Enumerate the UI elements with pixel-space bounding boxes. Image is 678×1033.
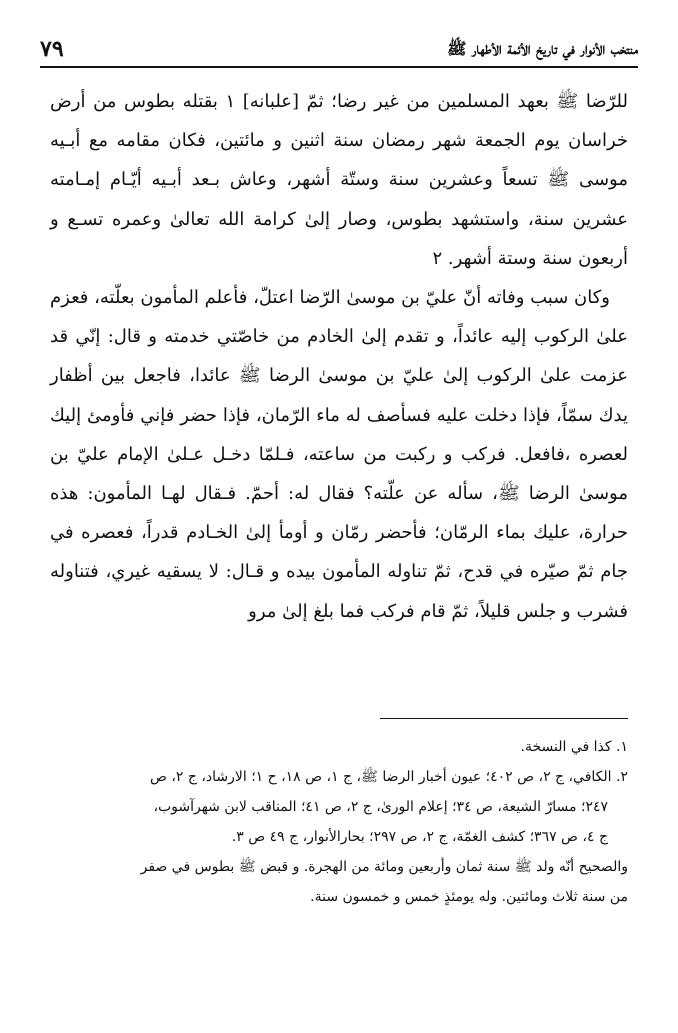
- footnote-3-line-2: من سنة ثلاث ومائتين. وله يومئذٍ خمس و خمسون سنة.: [310, 889, 628, 905]
- paragraph-1: للرّضا ﷺ بعهد المسلمين من غير رضا؛ ثمّ [علبانه] ١ بقتله بطوس من أرض خراسان يوم الجمعة شهر رمضان سنة اثنين و مائتين، فكان مقامه مع أبـيه موسى ﷺ تسعاً وعشرين سنة وستّة أشهر، وعاش بـعد أبـيه أيّـام إمـامته عشرين سنة، واستشهد بطوس، وصار إلىٰ كرامة الله تعالىٰ وعمره تسـع و أربعون سنة وستة أشهر. ٢: [50, 91, 629, 269]
- footnote-1: ١. كذا في النسخة.: [520, 739, 628, 755]
- running-title: منتخب الأنوار في تاريخ الأئمة الأطهار ﷺ: [447, 39, 638, 58]
- page-header: [40, 30, 638, 68]
- footnote-separator: [380, 718, 628, 719]
- footnotes: [50, 732, 628, 912]
- paragraph-2: وكان سبب وفاته أنّ عليّ بن موسىٰ الرّضا اعتلّ، فأعلم المأمون بعلّته، فعزم علىٰ الركوب إليه عائداً، و تقدم إلىٰ الخادم من خاصّتي خدمته و قال: إنّي قد عزمت علىٰ الركوب إلىٰ عليّ بن موسىٰ الرضا ﷺ عائدا، فاجعل بين أظفار يدك سمّاً، فإذا دخلت عليه فسأصف له ماء الرّمان، فإذا حضر فإني فأومئ إليك لعصره ،فافعل. فركب و ركبت من ساعته، فـلمّا دخـل عـلىٰ الإمام عليّ بن موسىٰ الرضا ﷺ، سأله عن علّته؟ فقال له: أحمّ. فـقال لهـا المأمون: هذه حرارة، عليك بماء الرمّان؛ فأحضر رمّان و أومأ إلىٰ الخـادم قدراً، فعصره في جام ثمّ صيّره في قدح، ثمّ تناوله المأمون بيده و قـال: لا يسقيه غيري، فتناوله فشرب و جلس قليلاً، ثمّ قام فركب فما بلغ إلىٰ مرو: [50, 287, 628, 622]
- footnote-2-line-2: ٢٤٧؛ مسارّ الشيعة، ص ٣٤؛ إعلام الورىٰ، ج ٢، ص ٤١؛ المناقب لابن شهرآشوب،: [153, 799, 608, 815]
- footnote-2-line-1: ٢. الكافي، ج ٢، ص ٤٠٢؛ عيون أخبار الرضا ﷺ، ج ١، ص ١٨، ح ١؛ الارشاد، ج ٢، ص: [149, 769, 628, 785]
- main-text: [50, 82, 628, 631]
- footnote-3-line-1: والصحيح أنّه ولد ﷺ سنة ثمان وأربعين ومائة من الهجرة. و قبض ﷺ بطوس في صفر: [140, 859, 628, 875]
- page-number: ٧٩: [40, 36, 64, 62]
- footnote-2-line-3: ج ٤، ص ٣٦٧؛ كشف الغمّة، ج ٢، ص ٢٩٧؛ بحارالأنوار، ج ٤٩ ص ٣.: [231, 829, 608, 845]
